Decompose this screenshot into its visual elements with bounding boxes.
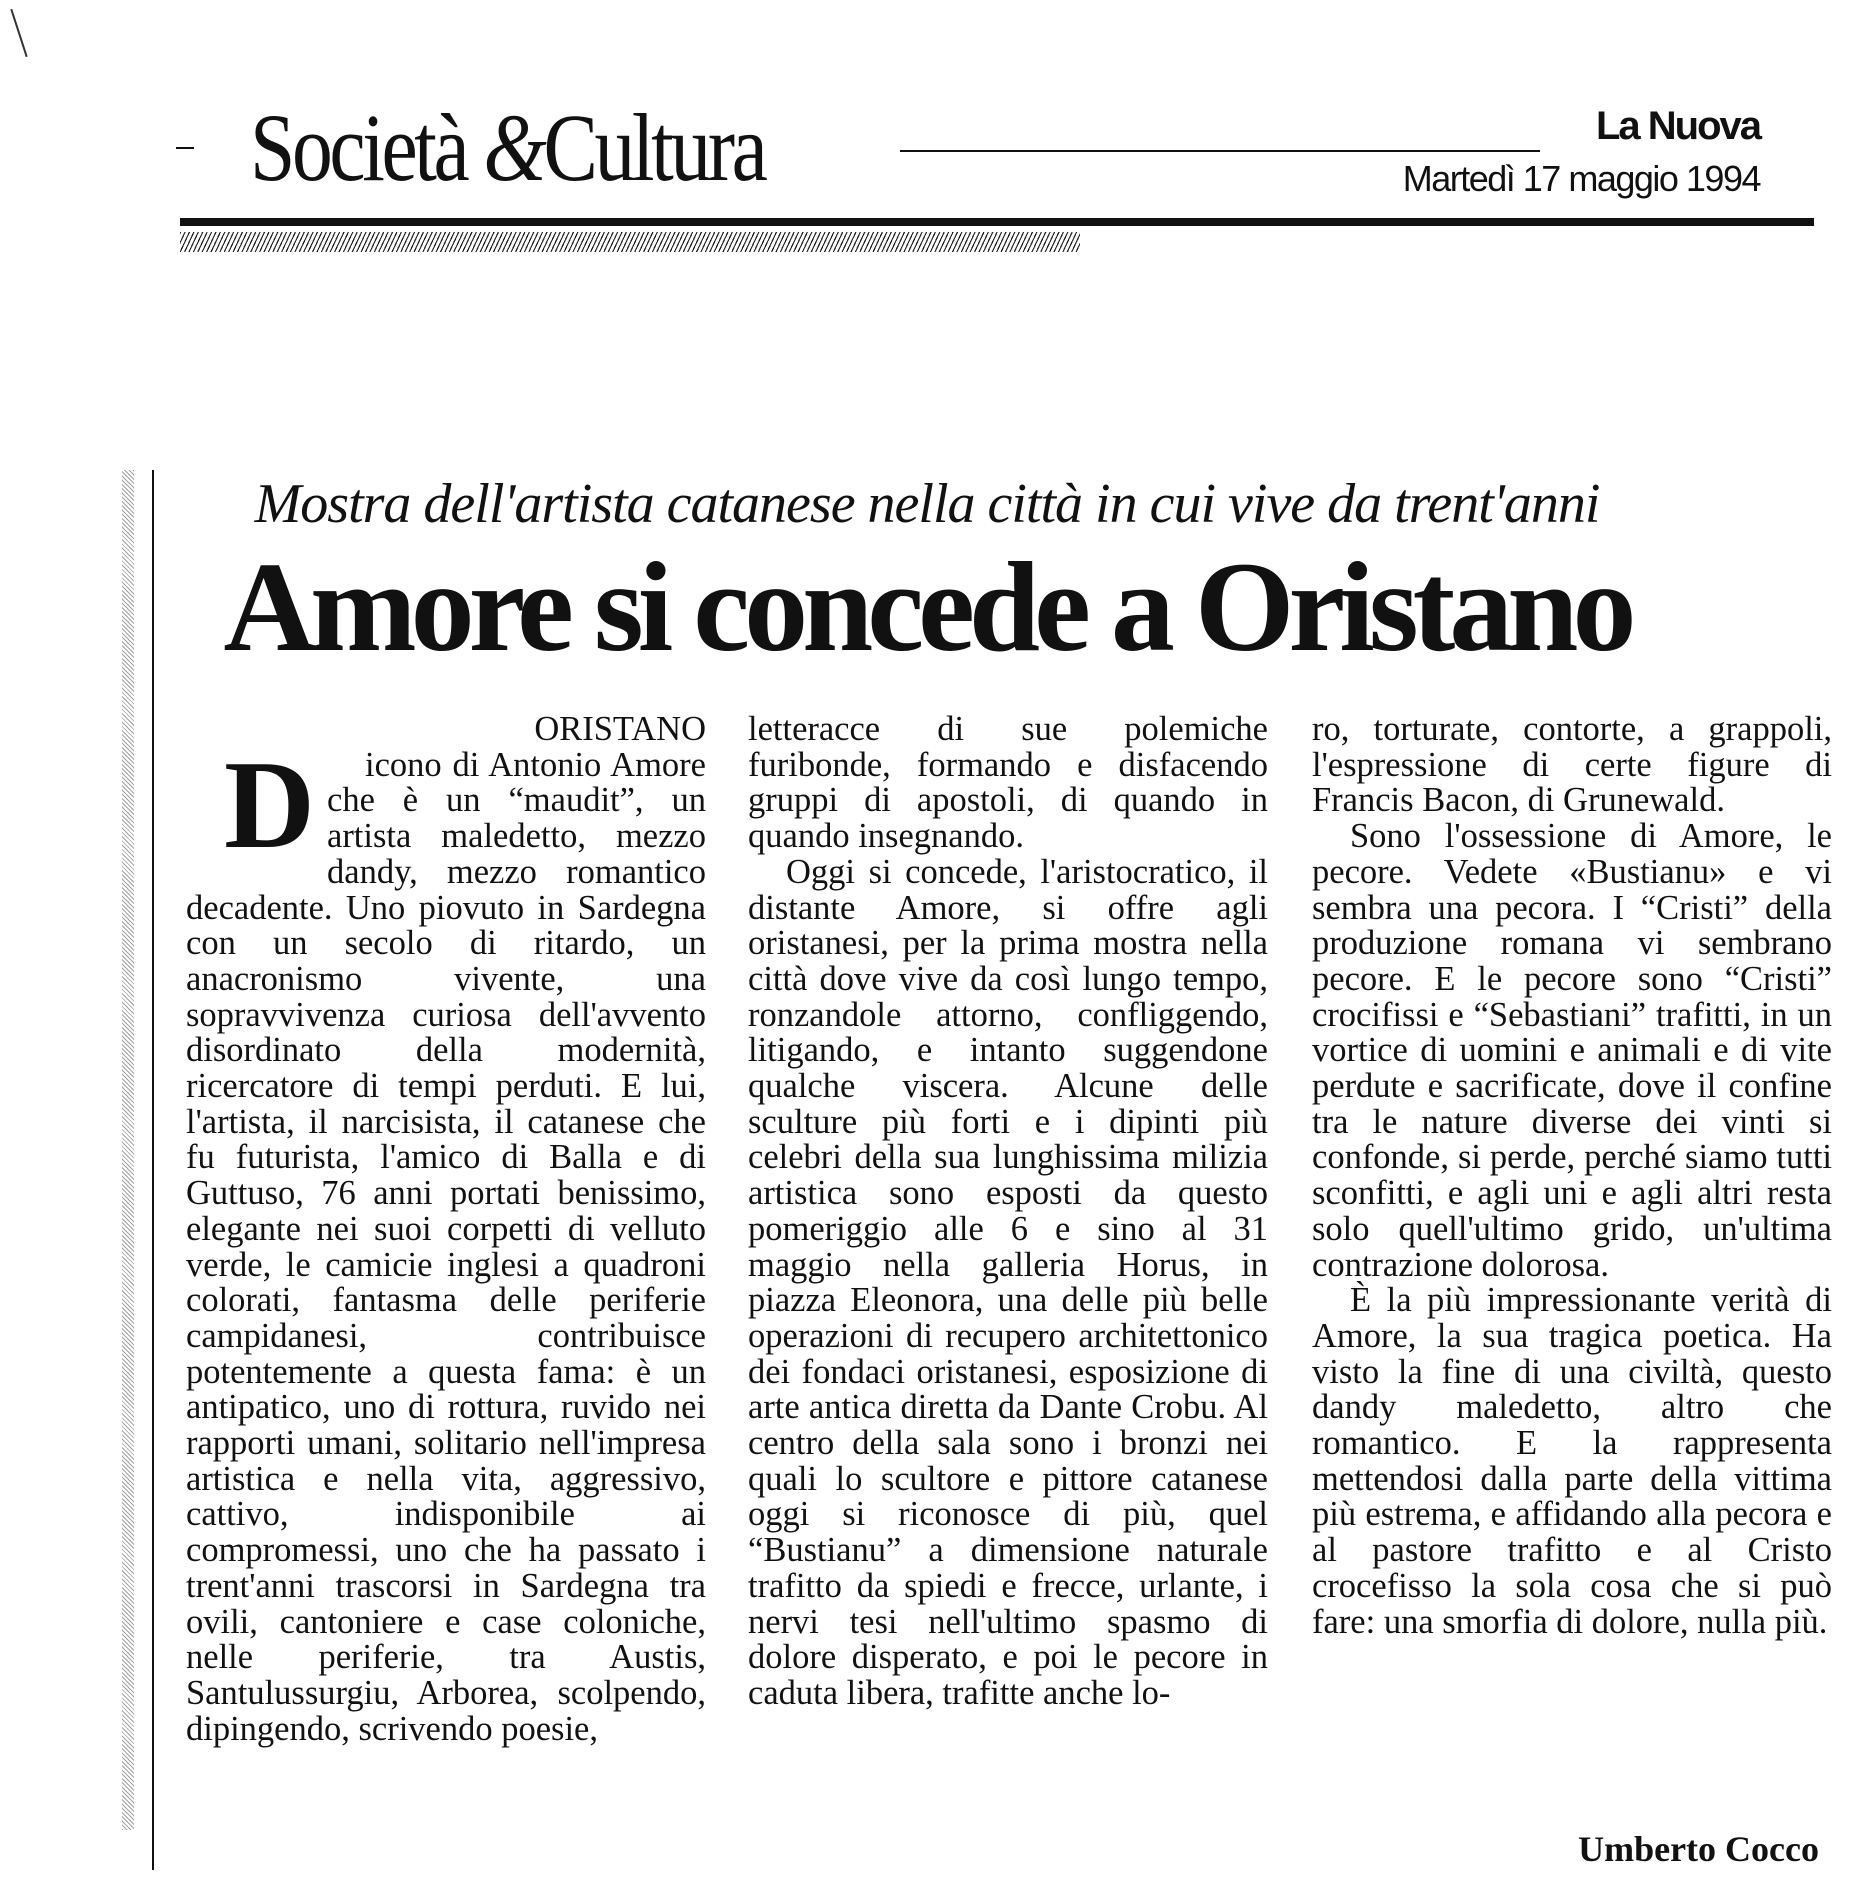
article-byline: Umberto Cocco <box>1578 1829 1819 1869</box>
section-title-part1: Società <box>250 94 484 201</box>
section-title <box>250 94 765 201</box>
masthead-dash <box>176 147 194 149</box>
issue-date: Martedì 17 maggio 1994 <box>1402 158 1760 199</box>
masthead-thin-rule <box>900 150 1540 152</box>
article-column-3 <box>1312 712 1832 1640</box>
article-paragraph: Oggi si concede, l'aristocratico, il distante Amore, si offre agli oristanesi, per la prima mostra nella città dove vive da così lungo tempo, ronzandole attorno, confliggendo, litigando, e intanto suggendone qualche viscera. Alcune delle sculture più forti e i dipinti più celebri della sua lunghissima milizia artistica sono esposti da questo pomeriggio alle 6 e sino al 31 maggio nella galleria Horus, in piazza Eleonora, una delle più belle operazioni di recupero architettonico dei fondaci oristanesi, esposizione di arte antica diretta da Dante Crobu. Al centro della sala sono i bronzi nei quali lo scultore e pittore catanese oggi si riconosce di più, quel “Bustianu” a dimensione naturale trafitto da spiedi e frecce, urlante, i nervi tesi nell'ultimo spasmo di dolore disperato, e poi le pecore in caduta libera, trafitte anche lo- <box>748 852 1268 1712</box>
article-paragraph: letteracce di sue polemiche furibonde, formando e disfacendo gruppi di apostoli, di quando in quando insegnando. <box>748 710 1268 856</box>
article-paragraph: Sono l'ossessione di Amore, le pecore. Vedete «Bustianu» e vi sembra una pecora. I “Cristi” della produzione romana vi sembrano pecore. E le pecore sono “Cristi” crocifissi e “Sebastiani” trafitti, in un vortice di uomini e animali e di vite perdute e sacrificate, dove il confine tra le nature diverse dei vinti si confonde, si perde, perché siamo tutti sconfitti, e agli uni e agli altri resta solo quell'ultimo grido, un'ultima contrazione dolorosa. <box>1312 817 1832 1284</box>
article-headline: Amore si concede a Oristano <box>223 536 1631 678</box>
section-title-part2: Cultura <box>543 94 765 201</box>
article-column-1 <box>186 712 706 1747</box>
article-paragraph: È la più impressionante verità di Amore, la sua tragica poetica. Ha visto la fine di una civiltà, questo dandy maledetto, altro che romantico. E la rappresenta mettendosi dalla parte della vittima più estrema, e affidando alla pecora e al pastore trafitto e al Cristo crocefisso la sola cosa che si può fare: una smorfia di dolore, nulla più. <box>1312 1281 1832 1641</box>
article-column-2 <box>748 712 1268 1712</box>
article-dateline: ORISTANO <box>534 710 706 748</box>
scan-mark <box>10 9 27 57</box>
article-kicker: Mostra dell'artista catanese nella città in cui vive da trent'anni <box>254 473 1600 535</box>
article-paragraph: ro, torturate, contorte, a grappoli, l'espressione di certe figure di Francis Bacon, di Grunewald. <box>1312 710 1832 820</box>
article-paragraph-text: icono di Antonio Amore che è un “maudit”, un artista maledetto, mezzo dandy, mezzo romantico decadente. Uno piovuto in Sardegna con un secolo di ritardo, un anacronismo vivente, una sopravvivenza curiosa dell'avvento disordinato della modernità, ricercatore di tempi perduti. E lui, l'artista, il narcisista, il catanese che fu futurista, l'amico di Balla e di Guttuso, 76 anni portati benissimo, elegante nei suoi corpetti di velluto verde, le camicie inglesi a quadroni colorati, fantasma delle periferie campidanesi, contribuisce potentemente a questa fama: è un antipatico, uno di rottura, ruvido nei rapporti umani, solitario nell'impresa artistica e nella vita, aggressivo, cattivo, indisponibile ai compromessi, uno che ha passato i trent'anni trascorsi in Sardegna tra ovili, cantoniere e case coloniche, nelle periferie, tra Austis, Santulussurgiu, Arborea, scolpendo, dipingendo, scrivendo poesie, <box>186 745 706 1748</box>
article-paragraph <box>186 735 706 1748</box>
column-left-rule <box>152 470 154 1870</box>
newspaper-name: La Nuova <box>1595 104 1760 148</box>
masthead-thick-rule <box>180 218 1814 226</box>
drop-cap: D <box>224 735 315 875</box>
section-title-ampersand: & <box>483 94 544 201</box>
masthead-hatch-band <box>180 232 1080 252</box>
